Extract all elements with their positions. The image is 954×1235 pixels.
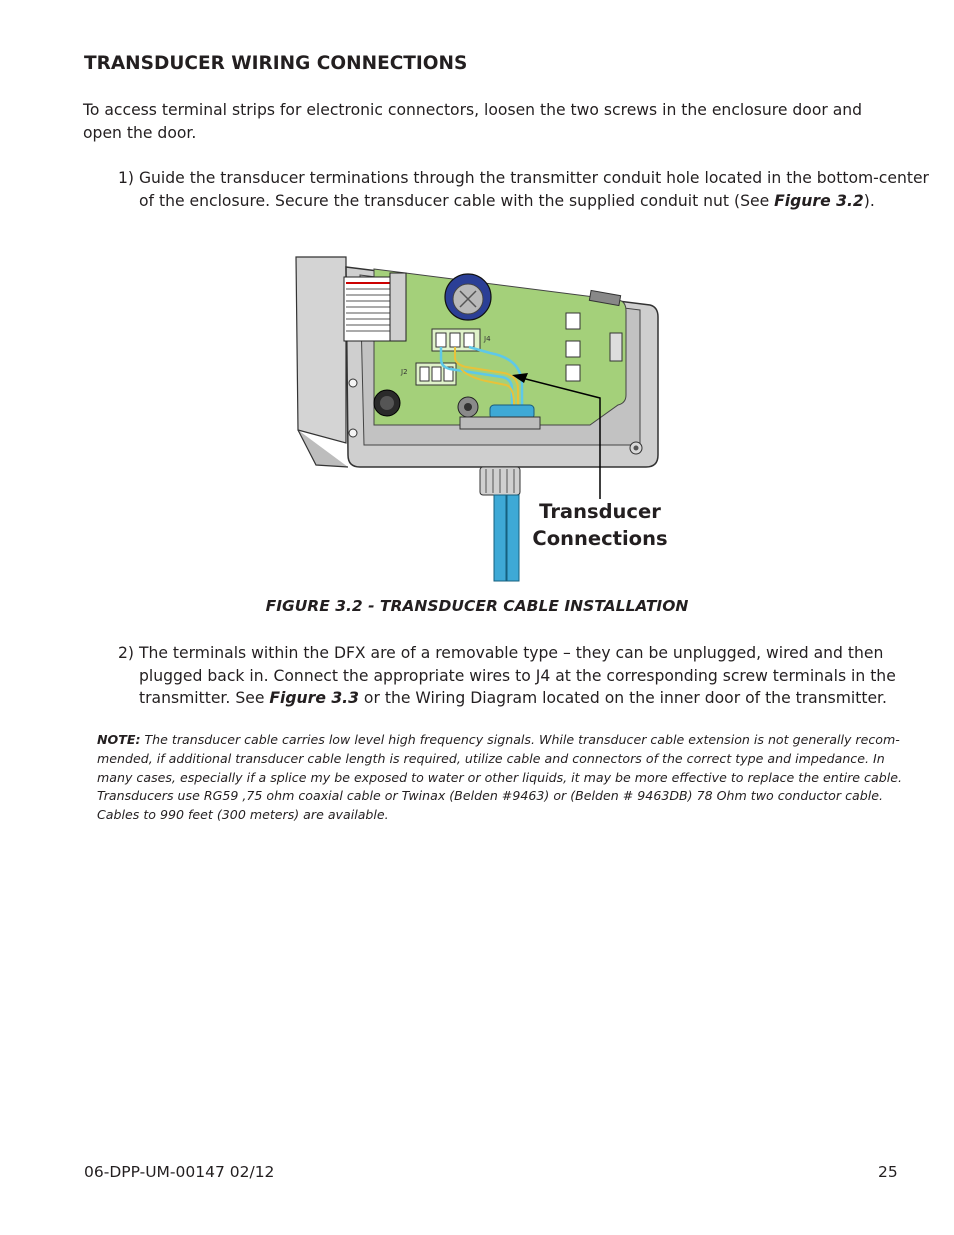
- section-heading: TRANSDUCER WIRING CONNECTIONS: [84, 53, 468, 74]
- step-2-tail: or the Wiring Diagram located on the inner door of the transmitter.: [358, 689, 887, 707]
- ic-chip: [566, 313, 580, 329]
- j4-label: J4: [484, 335, 491, 343]
- footer-doc-id: 06-DPP-UM-00147 02/12: [84, 1163, 275, 1181]
- note-paragraph: [97, 731, 902, 825]
- enclosure-hinge-side: [296, 257, 346, 443]
- step-1-figure-ref: Figure 3.2: [774, 191, 864, 210]
- step-2-text: 2) The terminals within the DFX are of a removable type – they can be unplugged, wired and then plugged back in. Connect the appropriate wires to J4 at the corresponding screw terminals in the transmitter. See: [118, 644, 896, 707]
- transducer-figure: [290, 255, 670, 585]
- callout-label-line2: Connections: [532, 527, 668, 550]
- intro-paragraph: To access terminal strips for electronic connectors, loosen the two screws in the enclosure door and open the door.: [83, 101, 863, 142]
- step-1-text: 1) Guide the transducer terminations through the transmitter conduit hole located in the bottom-center of the enclosure. Secure the transducer cable with the supplied conduit nut (See: [118, 169, 929, 210]
- step-2-figure-ref: Figure 3.3: [269, 689, 359, 707]
- circuit-board: [374, 269, 626, 425]
- step-2: [118, 642, 929, 710]
- step-1: [118, 167, 929, 212]
- footer-page-number: 25: [878, 1163, 898, 1181]
- step-1-tail: ).: [863, 191, 875, 210]
- callout-label: [520, 498, 680, 552]
- transducer-cable: [494, 495, 506, 581]
- figure-caption: FIGURE 3.2 - TRANSDUCER CABLE INSTALLATION: [265, 597, 689, 615]
- callout-label-line1: Transducer: [539, 500, 661, 523]
- note-text: The transducer cable carries low level high frequency signals. While transducer cable extension is not generally recom-mended, if additional transducer cable length is required, utilize cable and connectors of the correct type and impedance. In many cases, especially if a splice my be exposed to water or other liquids, it may be more effective to replace the entire cable. Transducers use RG59 ,75 ohm coaxial cable or Twinax (Belden #9463) or (Belden # 9463DB) 78 Ohm two conductor cable. Cables to 990 feet (300 meters) are available.: [97, 732, 902, 823]
- note-label: NOTE:: [97, 732, 141, 747]
- j2-label: J2: [401, 368, 408, 376]
